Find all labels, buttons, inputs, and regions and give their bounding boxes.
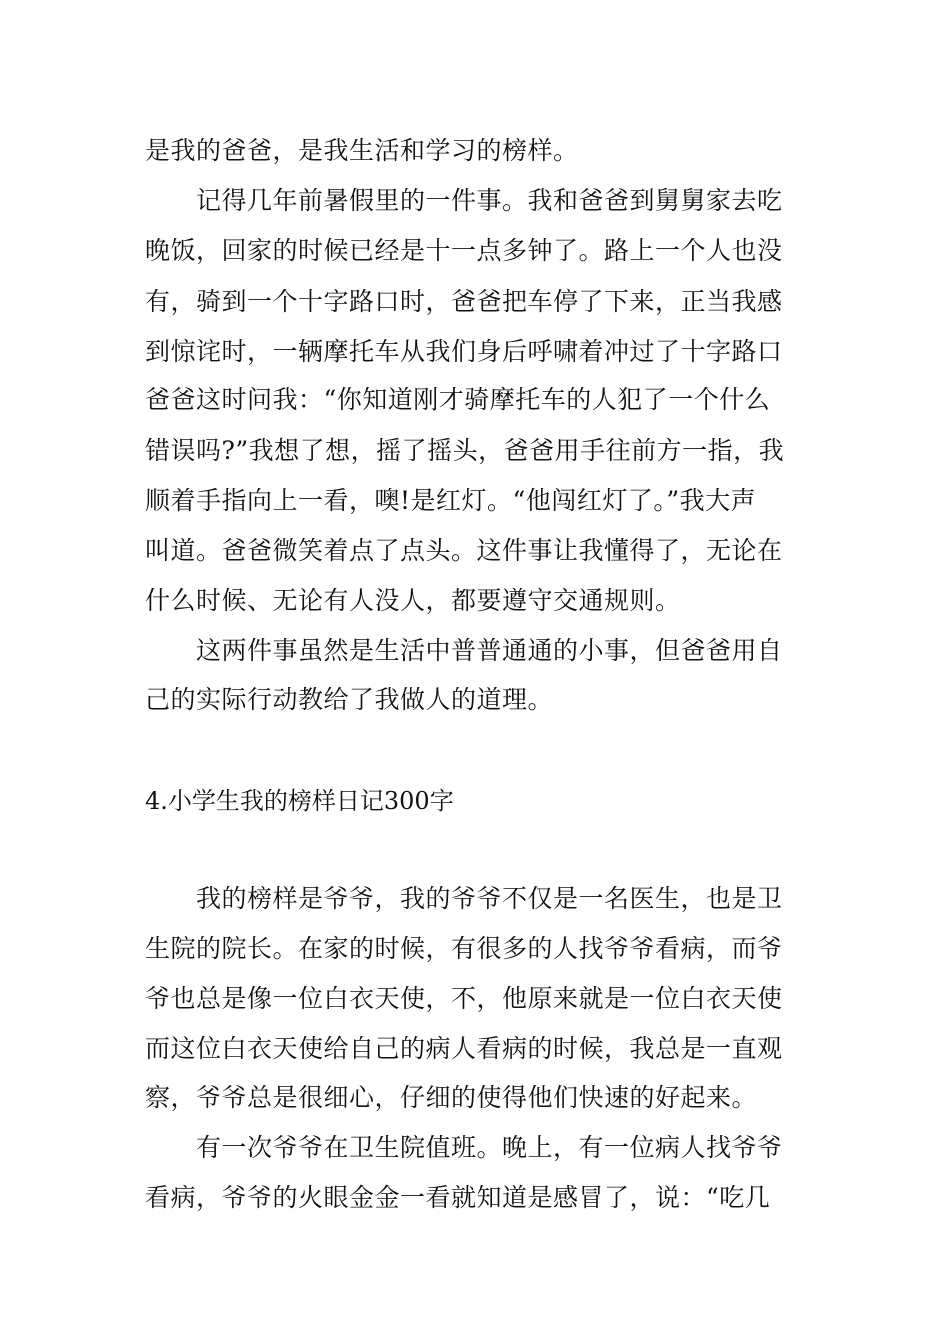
text-line: 察，爷爷总是很细心，仔细的使得他们快速的好起来。 — [145, 1083, 758, 1112]
text-line: 有一次爷爷在卫生院值班。晚上，有一位病人找爷爷 — [196, 1133, 783, 1162]
text-line: 记得几年前暑假里的一件事。我和爸爸到舅舅家去吃 — [196, 186, 783, 215]
text-line: 晚饭，回家的时候已经是十一点多钟了。路上一个人也没 — [145, 236, 783, 265]
text-line: 到惊诧时，一辆摩托车从我们身后呼啸着冲过了十字路口 — [145, 337, 783, 366]
text-line: 叫道。爸爸微笑着点了点头。这件事让我懂得了，无论在 — [145, 536, 783, 565]
section-heading: 4.小学生我的榜样日记300字 — [145, 787, 454, 815]
text-line: 己的实际行动教给了我做人的道理。 — [145, 685, 554, 714]
text-line: 爸爸这时问我：“你知道刚才骑摩托车的人犯了一个什么 — [145, 385, 771, 414]
text-line: 错误吗?”我想了想，摇了摇头，爸爸用手往前方一指，我 — [145, 436, 785, 465]
text-line: 是我的爸爸，是我生活和学习的榜样。 — [145, 136, 579, 165]
text-line: 什么时候、无论有人没人，都要遵守交通规则。 — [145, 586, 681, 615]
text-line: 顺着手指向上一看，噢!是红灯。“他闯红灯了。”我大声 — [145, 486, 757, 515]
text-line: 我的榜样是爷爷，我的爷爷不仅是一名医生，也是卫 — [196, 884, 783, 913]
text-line: 爷也总是像一位白衣天使，不，他原来就是一位白衣天使 — [145, 984, 783, 1013]
text-line: 有，骑到一个十字路口时，爸爸把车停了下来，正当我感 — [145, 287, 783, 316]
text-line: 这两件事虽然是生活中普普通通的小事，但爸爸用自 — [196, 636, 783, 665]
text-line: 而这位白衣天使给自己的病人看病的时候，我总是一直观 — [145, 1034, 783, 1063]
text-line: 生院的院长。在家的时候，有很多的人找爷爷看病，而爷 — [145, 934, 783, 963]
text-line: 看病，爷爷的火眼金金一看就知道是感冒了，说：“吃几 — [145, 1183, 771, 1212]
